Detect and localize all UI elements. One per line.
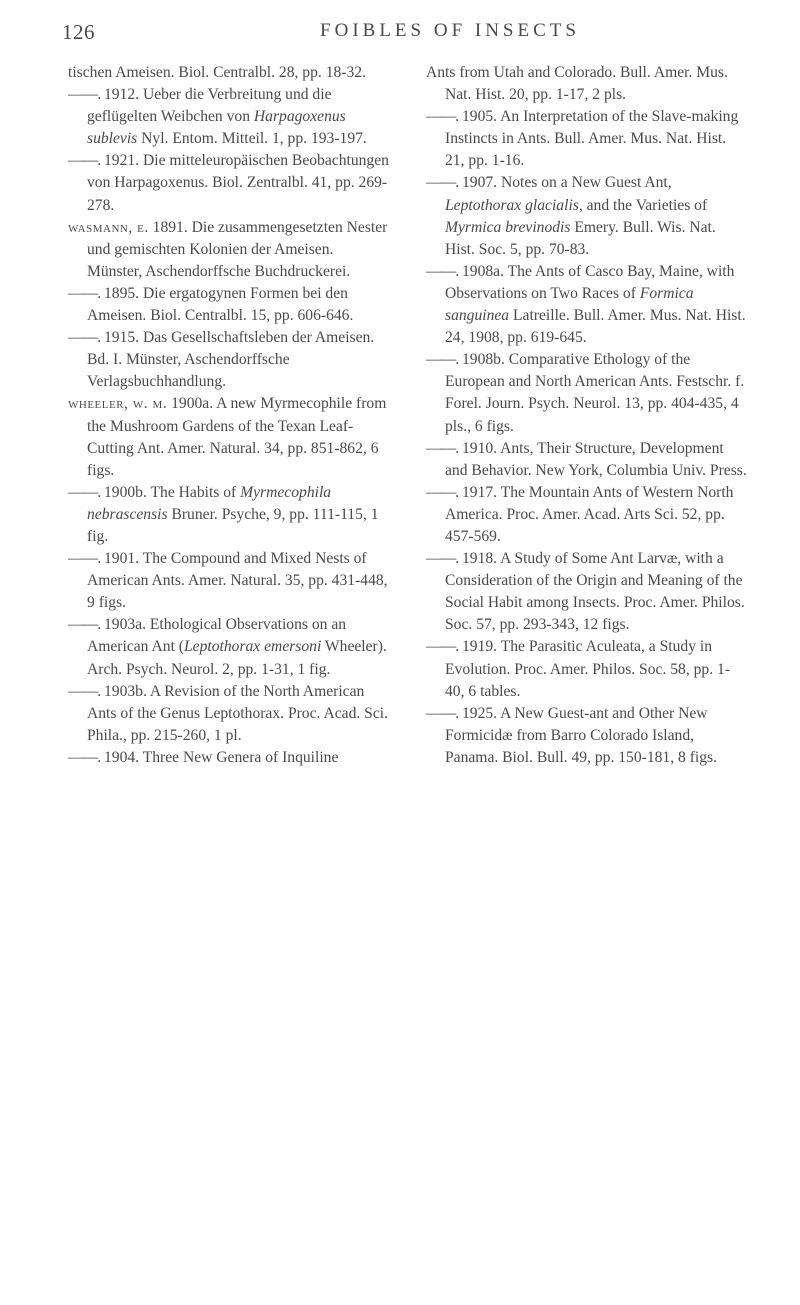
bibliography-entry (68, 283, 390, 327)
entry-text: 1907. Notes on a New Guest Ant, (458, 174, 672, 192)
page-number: 126 (62, 20, 95, 44)
entry-text: 1915. Das Gesellschaftsleben der Ameisen. Bd. I. Münster, Aschendorffsche Verlagsbuchhandlung. (87, 329, 375, 391)
entry-text: 1908b. Comparative Ethology of the European and North American Ants. Festschr. f. Forel. Journ. Psych. Neurol. 13, pp. 404-435, 4 pls., 6 figs. (445, 351, 745, 435)
entry-author: ——. (68, 284, 101, 302)
bibliography-entry (68, 681, 390, 747)
entry-text: 1903b. A Revision of the North American Ants of the Genus Leptothorax. Proc. Acad. Sci. Phila., pp. 215-260, 1 pl. (87, 682, 388, 744)
entry-author: ——. (426, 550, 459, 568)
entry-species-name: Leptothorax emersoni (184, 638, 322, 656)
entry-text: 1908a. The Ants of Casco Bay, Maine, with Observations on Two Races of (445, 262, 735, 302)
entry-text: 1905. An Interpretation of the Slave-making Instincts in Ants. Bull. Amer. Mus. Nat. Hist. 21, pp. 1-16. (445, 108, 739, 170)
bibliography-entry (68, 548, 390, 614)
bibliography-entry (68, 217, 390, 283)
bibliography-entry (426, 106, 748, 172)
entry-text: 1900b. The Habits of (100, 483, 241, 501)
bibliography-entry (426, 636, 748, 702)
entry-text: Bruner. Psyche, 9, pp. 111-115, 1 fig. (87, 505, 379, 545)
entry-text: 1900a. A new Myrmecophile from the Mushroom Gardens of the Texan Leaf-Cutting Ant. Amer. Natural. 34, pp. 851-862, 6 figs. (87, 395, 387, 479)
entry-author: ——. (68, 152, 101, 170)
entry-species-name: Harpagoxenus sublevis (87, 108, 346, 148)
bibliography-entry (68, 482, 390, 548)
entry-text: 1912. Ueber die Verbreitung und die geflügelten Weibchen von (87, 86, 332, 126)
bibliography-entry (68, 84, 390, 150)
bibliography-entry (426, 482, 748, 548)
entry-author: ——. (426, 638, 459, 656)
entry-author: ——. (68, 86, 101, 104)
bibliography-entry (426, 172, 748, 260)
entry-author: ——. (426, 262, 459, 280)
bibliography-entry (68, 150, 390, 216)
entry-species-name: Myrmecophila nebrascensis (87, 483, 332, 523)
entry-text: , and the Varieties of (578, 196, 708, 214)
entry-author: ——. (68, 550, 101, 568)
entry-species-name: Myrmica brevinodis (445, 218, 571, 236)
bibliography-entry (68, 62, 390, 84)
bibliography-entry (426, 261, 748, 349)
entry-text: 1891. Die zusammengesetzten Nester und gemischten Kolonien der Ameisen. Münster, Aschendorffsche Buchdruckerei. (87, 218, 388, 280)
entry-text: 1921. Die mitteleuropäischen Beobachtungen von Harpagoxenus. Biol. Zentralbl. 41, pp. 269-278. (87, 152, 389, 214)
entry-text: 1917. The Mountain Ants of Western North America. Proc. Amer. Acad. Arts Sci. 52, pp. 457-569. (445, 483, 734, 545)
entry-text: 1903a. Ethological Observations on an American Ant ( (87, 616, 347, 656)
entry-author: ——. (68, 483, 101, 501)
entry-author: ——. (68, 682, 101, 700)
bibliography-entry (68, 393, 390, 481)
bibliography-entry (426, 349, 748, 437)
entry-author: ——. (68, 748, 101, 766)
entry-species-name: Formica sanguinea (445, 284, 694, 325)
bibliography-entry (426, 703, 748, 769)
bibliography-entry (68, 614, 390, 680)
running-head: FOIBLES OF INSECTS (320, 20, 580, 41)
bibliography-entry (426, 62, 748, 106)
bibliography-entry (68, 327, 390, 393)
left-column (68, 62, 390, 769)
entry-author: wasmann, e. (68, 218, 149, 236)
bibliography-entry (68, 747, 390, 769)
entry-author: ——. (426, 704, 459, 722)
entry-text: 1904. Three New Genera of Inquiline (100, 748, 339, 766)
entry-author: ——. (426, 439, 459, 457)
entry-text: 1901. The Compound and Mixed Nests of American Ants. Amer. Natural. 35, pp. 431-448, 9 figs. (87, 550, 388, 612)
entry-text: 1895. Die ergatogynen Formen bei den Ameisen. Biol. Centralbl. 15, pp. 606-646. (87, 284, 354, 325)
entry-author: ——. (426, 351, 459, 369)
entry-author: ——. (426, 108, 459, 126)
entry-species-name: Leptothorax glacialis (445, 196, 579, 214)
entry-text: Ants from Utah and Colorado. Bull. Amer. Mus. Nat. Hist. 20, pp. 1-17, 2 pls. (426, 64, 728, 104)
entry-author: ——. (426, 483, 459, 501)
bibliography-entry (426, 548, 748, 636)
entry-author: ——. (68, 616, 101, 634)
entry-author: wheeler, w. m. (68, 395, 168, 413)
entry-text: 1919. The Parasitic Aculeata, a Study in Evolution. Proc. Amer. Philos. Soc. 58, pp. 1-40, 6 tables. (445, 638, 731, 700)
entry-text: tischen Ameisen. Biol. Centralbl. 28, pp. 18-32. (68, 64, 366, 81)
bibliography-entry (426, 438, 748, 482)
entry-author: ——. (68, 329, 101, 347)
entry-text: 1925. A New Guest-ant and Other New Formicidæ from Barro Colorado Island, Panama. Biol. Bull. 49, pp. 150-181, 8 figs. (445, 704, 718, 766)
entry-text: 1910. Ants, Their Structure, Development and Behavior. New York, Columbia Univ. Press. (445, 439, 747, 479)
entry-text: Latreille. Bull. Amer. Mus. Nat. Hist. 24, 1908, pp. 619-645. (445, 307, 746, 347)
entry-author: ——. (426, 174, 459, 192)
bibliography-columns (68, 62, 748, 769)
right-column (426, 62, 748, 769)
page-header (40, 20, 740, 50)
entry-text: 1918. A Study of Some Ant Larvæ, with a Consideration of the Origin and Meaning of the Social Habit among Insects. Proc. Amer. Philos. Soc. 57, pp. 293-343, 12 figs. (445, 550, 745, 634)
entry-text: Wheeler). Arch. Psych. Neurol. 2, pp. 1-31, 1 fig. (87, 638, 387, 678)
entry-text: Nyl. Entom. Mitteil. 1, pp. 193-197. (137, 130, 367, 148)
entry-text: Emery. Bull. Wis. Nat. Hist. Soc. 5, pp. 70-83. (445, 218, 716, 258)
